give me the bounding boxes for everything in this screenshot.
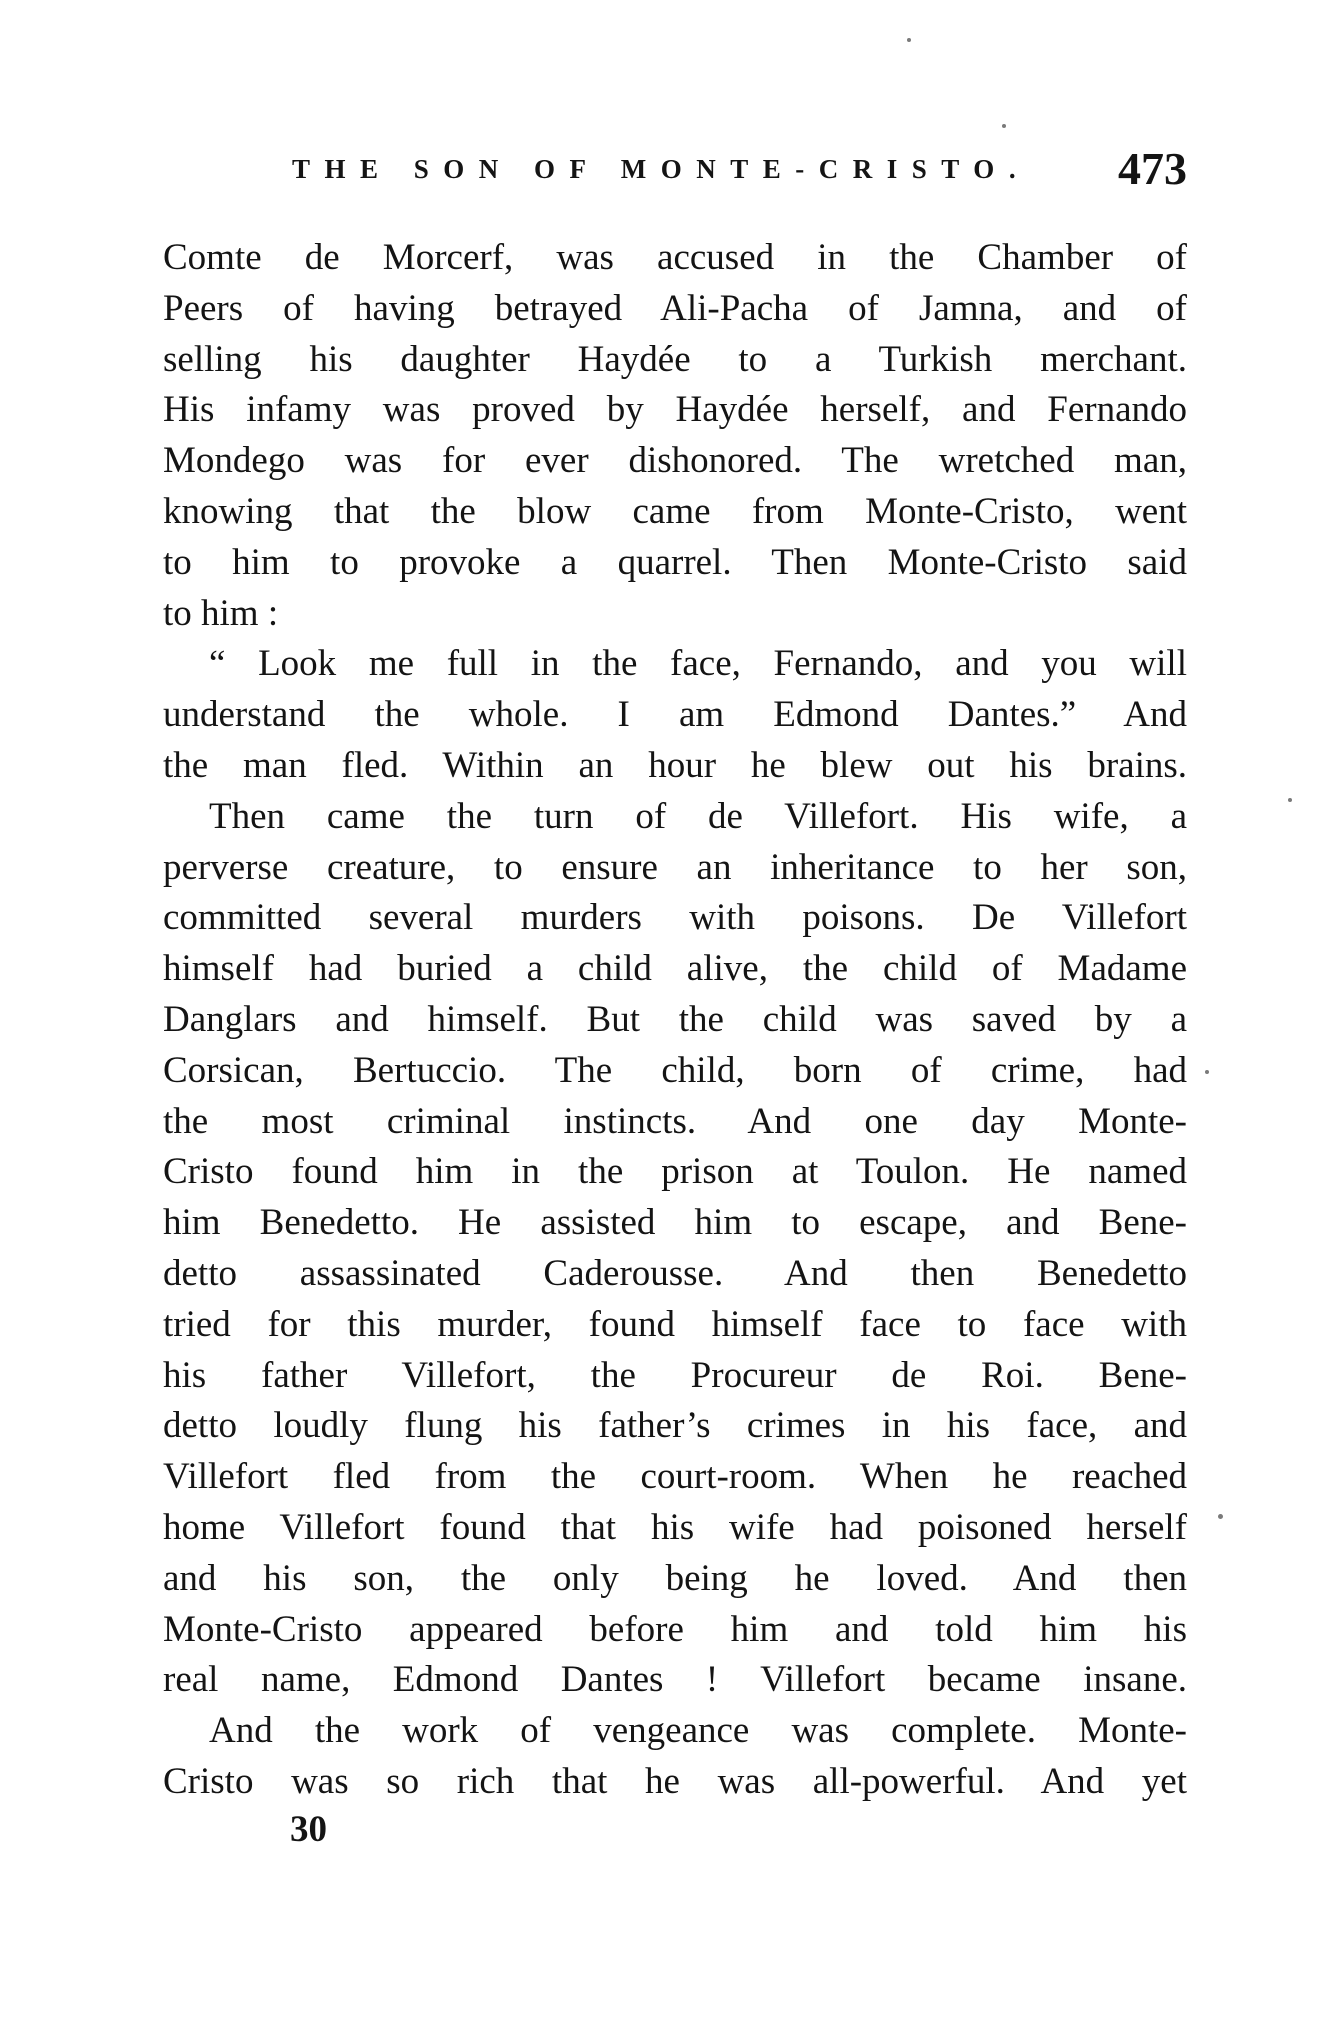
text-line: Monte-Cristo appeared before him and told him his — [163, 1608, 1187, 1650]
paper-speck — [1205, 1070, 1209, 1074]
text-line: Danglars and himself. But the child was saved by a — [163, 998, 1187, 1040]
paper-speck — [1218, 1514, 1223, 1519]
text-line: His infamy was proved by Haydée herself, and Fernando — [163, 389, 1187, 431]
paper-speck — [1002, 124, 1006, 128]
text-line: himself had buried a child alive, the child of Madame — [163, 948, 1187, 990]
text-line: Cristo found him in the prison at Toulon. He named — [163, 1151, 1187, 1193]
text-line: to him to provoke a quarrel. Then Monte-Cristo said — [163, 541, 1187, 583]
paper-speck — [1288, 798, 1292, 802]
text-line: the most criminal instincts. And one day Monte- — [163, 1100, 1187, 1142]
text-line: “ Look me full in the face, Fernando, and you will — [209, 643, 1187, 685]
text-line: perverse creature, to ensure an inheritance to her son, — [163, 846, 1187, 888]
text-line: understand the whole. I am Edmond Dantes.” And — [163, 694, 1187, 736]
page-number: 473 — [1118, 143, 1187, 194]
text-line: Villefort fled from the court-room. When he reached — [163, 1456, 1187, 1498]
text-line: Peers of having betrayed Ali-Pacha of Jamna, and of — [163, 287, 1187, 329]
text-line: real name, Edmond Dantes ! Villefort became insane. — [163, 1659, 1187, 1701]
running-title: THE SON OF MONTE-CRISTO. — [292, 154, 1031, 184]
page-header — [292, 142, 1187, 202]
text-line: detto loudly flung his father’s crimes in his face, and — [163, 1405, 1187, 1447]
text-line: Mondego was for ever dishonored. The wretched man, — [163, 440, 1187, 482]
text-line: the man fled. Within an hour he blew out his brains. — [163, 744, 1187, 786]
text-line: to him : — [163, 592, 279, 634]
text-line: Cristo was so rich that he was all-powerful. And yet — [163, 1760, 1187, 1802]
text-line: him Benedetto. He assisted him to escape, and Bene- — [163, 1202, 1187, 1244]
text-line: detto assassinated Caderousse. And then Benedetto — [163, 1252, 1187, 1294]
text-line: and his son, the only being he loved. And then — [163, 1557, 1187, 1599]
paper-speck — [907, 38, 911, 42]
text-line: committed several murders with poisons. De Villefort — [163, 897, 1187, 939]
text-line: Comte de Morcerf, was accused in the Chamber of — [163, 237, 1187, 278]
text-line: tried for this murder, found himself face to face with — [163, 1303, 1187, 1345]
text-line: his father Villefort, the Procureur de Roi. Bene- — [163, 1354, 1187, 1396]
text-line: Then came the turn of de Villefort. His wife, a — [209, 795, 1187, 837]
signature-mark: 30 — [290, 1809, 327, 1850]
body-text — [163, 233, 1187, 1808]
text-line: home Villefort found that his wife had poisoned herself — [163, 1506, 1187, 1548]
text-line: And the work of vengeance was complete. Monte- — [209, 1710, 1187, 1752]
text-line: Corsican, Bertuccio. The child, born of crime, had — [163, 1049, 1187, 1091]
text-line: knowing that the blow came from Monte-Cristo, went — [163, 490, 1187, 532]
text-line: selling his daughter Haydée to a Turkish merchant. — [163, 338, 1187, 380]
